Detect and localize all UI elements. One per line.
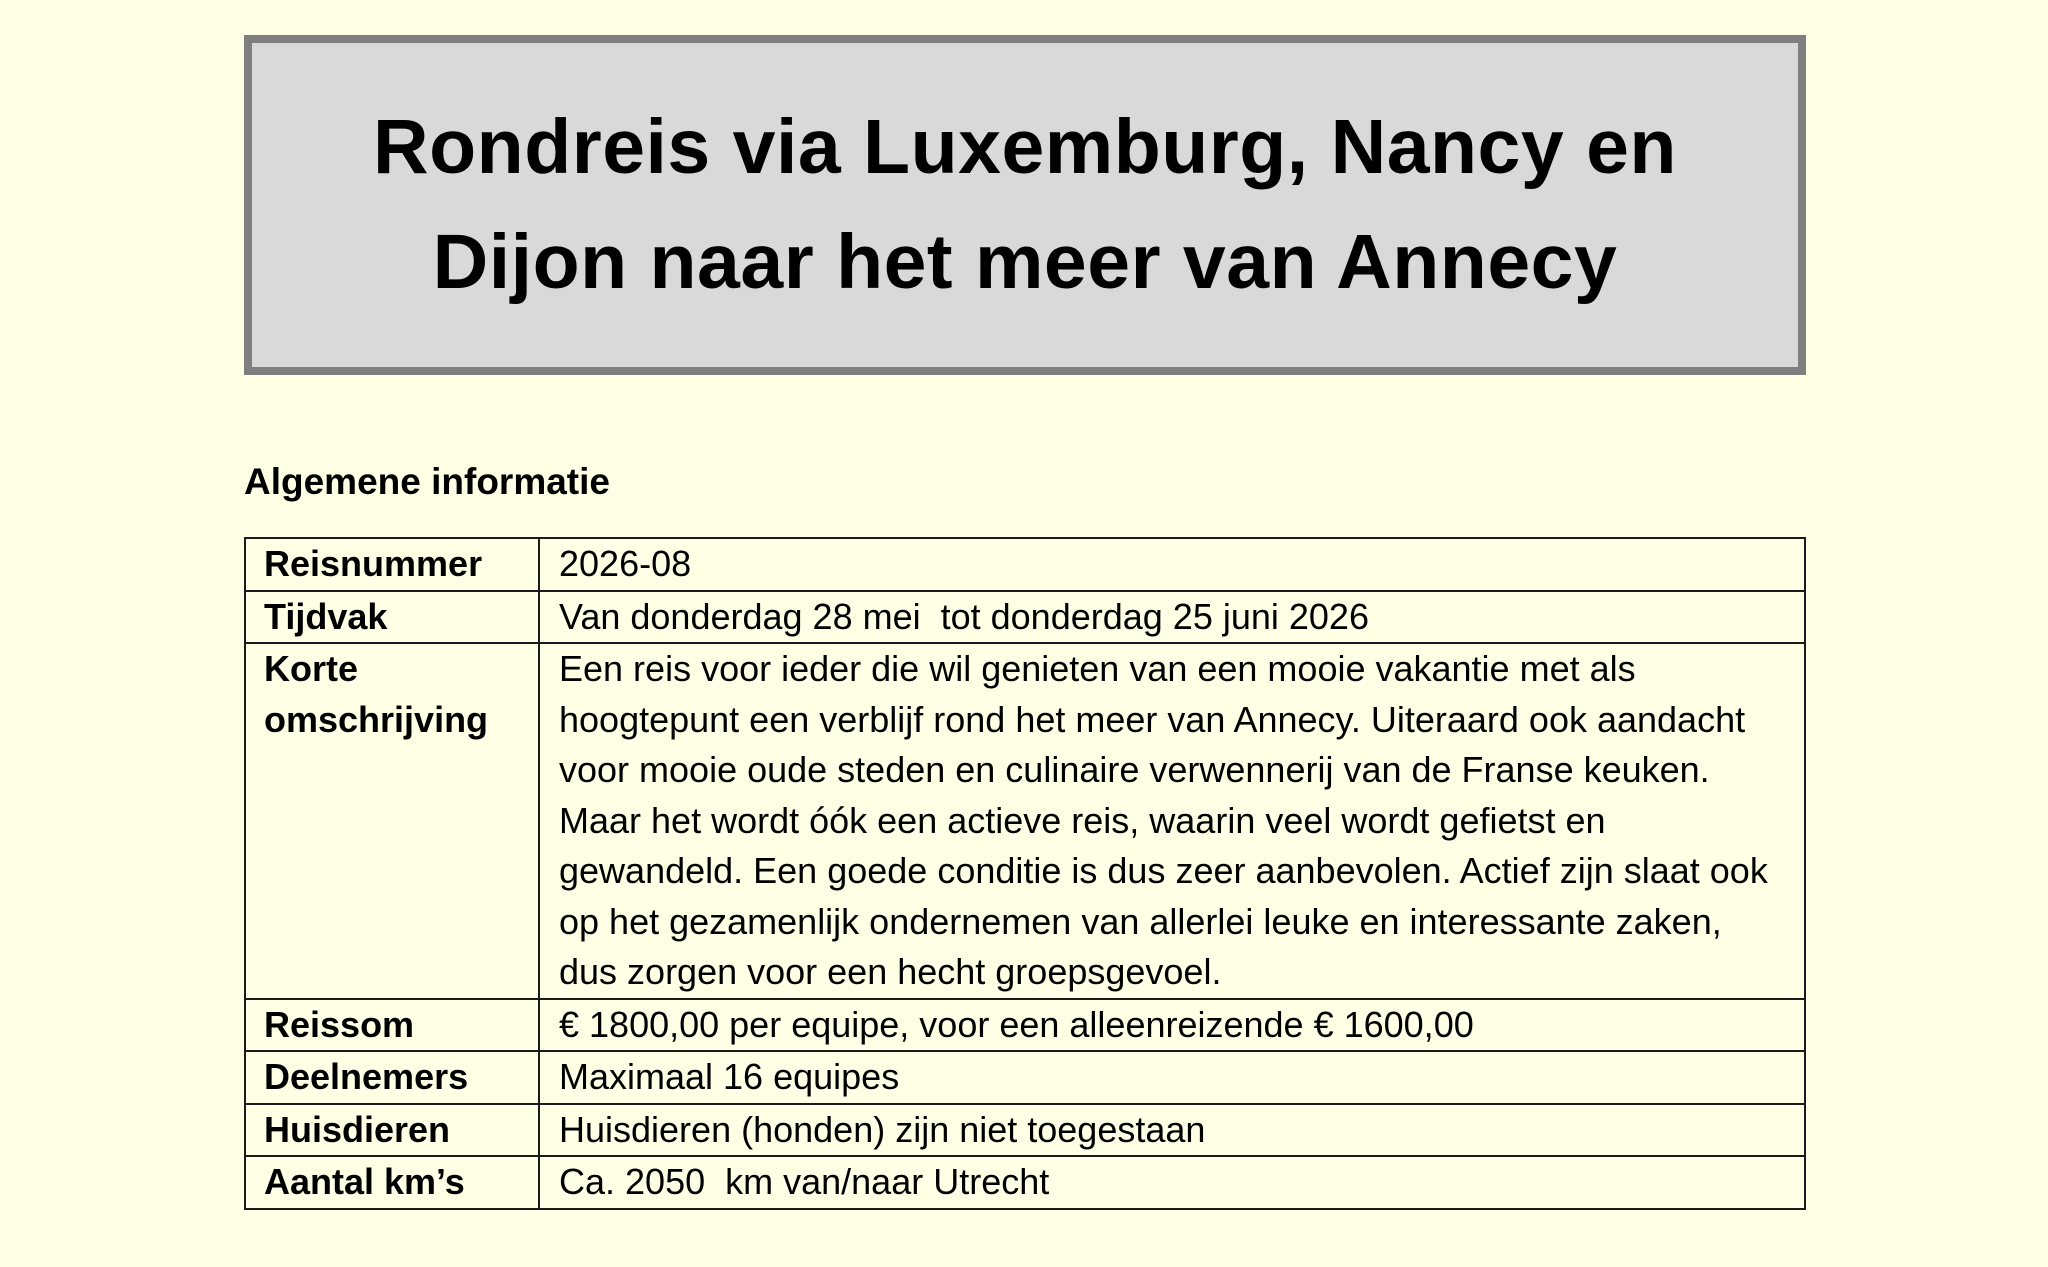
row-label: Tijdvak [245,591,539,644]
page-title: Rondreis via Luxemburg, Nancy en Dijon naar het meer van Annecy [373,104,1677,305]
row-value: Een reis voor ieder die wil genieten van een mooie vakantie met als hoogtepunt een verblijf rond het meer van Annecy. Uiteraard ook aandacht voor mooie oude steden en culinaire verwennerij van de Franse keuken. Maar het wordt óók een actieve reis, waarin veel wordt gefietst en gewandeld. Een goede conditie is dus zeer aanbevolen. Actief zijn slaat ook op het gezamenlijk ondernemen van allerlei leuke en interessante zaken, dus zorgen voor een hecht groepsgevoel. [539,643,1805,999]
row-label: Reisnummer [245,538,539,591]
table-row [245,1051,1805,1104]
title-box [244,35,1806,375]
row-label: Deelnemers [245,1051,539,1104]
table-row [245,1156,1805,1209]
table-row [245,643,1805,999]
row-value: Maximaal 16 equipes [539,1051,1805,1104]
row-value: Ca. 2050 km van/naar Utrecht [539,1156,1805,1209]
table-row [245,538,1805,591]
table-row [245,999,1805,1052]
row-value: 2026-08 [539,538,1805,591]
section-heading: Algemene informatie [244,461,610,502]
table-row [245,591,1805,644]
row-label: Huisdieren [245,1104,539,1157]
row-value: Huisdieren (honden) zijn niet toegestaan [539,1104,1805,1157]
row-label: Korte omschrijving [245,643,539,999]
row-label: Reissom [245,999,539,1052]
row-value: € 1800,00 per equipe, voor een alleenreizende € 1600,00 [539,999,1805,1052]
row-value: Van donderdag 28 mei tot donderdag 25 juni 2026 [539,591,1805,644]
row-label: Aantal km’s [245,1156,539,1209]
table-row [245,1104,1805,1157]
info-table [244,537,1806,1210]
